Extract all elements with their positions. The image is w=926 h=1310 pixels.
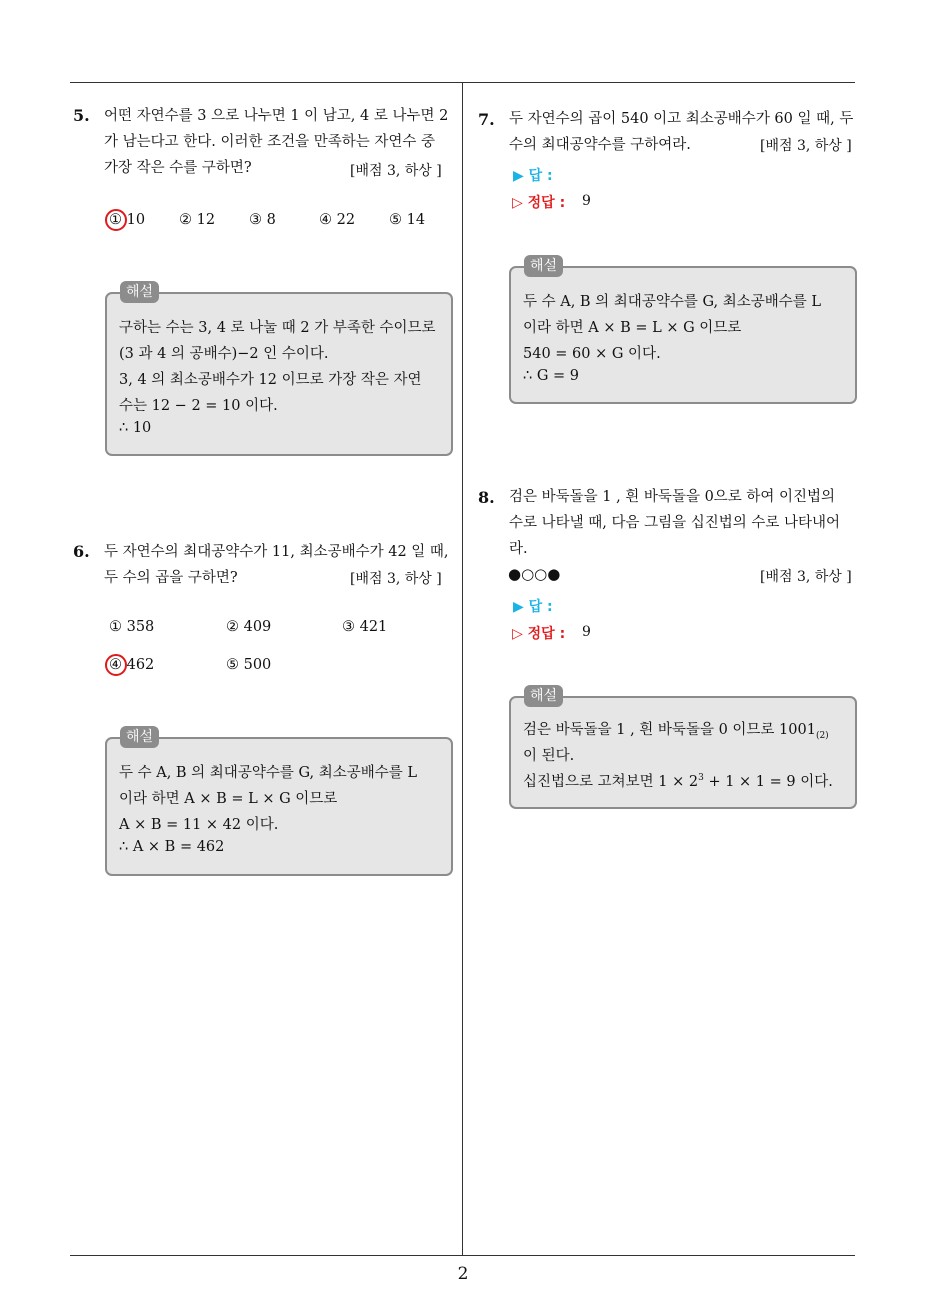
solution-box (509, 266, 857, 404)
question-line: 수로 나타낼 때, 다음 그림을 십진법의 수로 나타내어 (509, 515, 841, 531)
correct-answer-label: ▷ 정답 : (512, 626, 566, 642)
choice-3[interactable]: ③ 421 (342, 619, 388, 635)
correct-answer-label: ▷ 정답 : (512, 195, 566, 211)
bottom-rule (70, 1255, 855, 1256)
base-subscript: (2) (815, 730, 829, 741)
question-line: 두 자연수의 최대공약수가 11, 최소공배수가 42 일 때, (104, 544, 449, 560)
solution-line: ∴ 10 (119, 420, 152, 436)
solution-line (523, 718, 829, 741)
solution-line: (3 과 4 의 공배수)−2 인 수이다. (119, 346, 329, 362)
solution-line: 두 수 A, B 의 최대공약수를 G, 최소공배수를 L (119, 765, 418, 781)
question-number: 7. (478, 110, 495, 129)
question-line: 수의 최대공약수를 구하여라. (509, 137, 691, 153)
solution-box (105, 292, 453, 456)
question-number: 8. (478, 488, 495, 507)
question-line: 두 자연수의 곱이 540 이고 최소공배수가 60 일 때, 두 (509, 111, 854, 127)
question-number: 6. (73, 542, 90, 561)
selected-answer-circle (105, 654, 127, 676)
selected-answer-circle (105, 209, 127, 231)
answer-label: ▶ 답 : (513, 599, 553, 615)
solution-line: ∴ G = 9 (523, 368, 580, 384)
choice-2[interactable]: ② 12 (179, 212, 216, 228)
solution-line: 두 수 A, B 의 최대공약수를 G, 최소공배수를 L (523, 294, 822, 310)
solution-tag: 해설 (120, 281, 159, 303)
choice-4[interactable]: ④ 462 (109, 657, 155, 673)
column-divider (462, 82, 463, 1256)
score-meta: [배점 3, 하상 ] (760, 138, 852, 154)
solution-line: 3, 4 의 최소공배수가 12 이므로 가장 작은 자연 (119, 372, 422, 388)
question-line: 라. (509, 541, 528, 557)
solution-line: ∴ A × B = 462 (119, 839, 225, 855)
choice-5[interactable]: ⑤ 500 (226, 657, 272, 673)
choice-2[interactable]: ② 409 (226, 619, 272, 635)
question-line: 가 남는다고 한다. 이러한 조건을 만족하는 자연수 중 (104, 134, 436, 150)
solution-line: 이 된다. (523, 748, 575, 764)
solution-line: A × B = 11 × 42 이다. (119, 817, 279, 833)
solution-text: 십진법으로 고쳐보면 1 × 2 (523, 774, 699, 790)
choice-5[interactable]: ⑤ 14 (389, 212, 426, 228)
page-number: 2 (457, 1264, 469, 1284)
solution-tag: 해설 (524, 255, 563, 277)
answer-label: ▶ 답 : (513, 168, 553, 184)
score-meta: [배점 3, 하상 ] (760, 569, 852, 585)
correct-answer-value: 9 (582, 193, 591, 209)
question-text (509, 484, 840, 562)
exponent: 3 (698, 773, 704, 784)
solution-box (105, 737, 453, 876)
solution-text: + 1 × 1 = 9 이다. (703, 774, 833, 790)
score-meta: [배점 3, 하상 ] (350, 163, 442, 179)
question-line: 두 수의 곱을 구하면? (104, 570, 238, 586)
solution-line: 이라 하면 A × B = L × G 이므로 (119, 791, 338, 807)
choice-1[interactable]: ① 10 (109, 212, 146, 228)
solution-line: 구하는 수는 3, 4 로 나눌 때 2 가 부족한 수이므로 (119, 320, 436, 336)
choice-1[interactable]: ① 358 (109, 619, 155, 635)
solution-line: 수는 12 − 2 = 10 이다. (119, 398, 278, 414)
solution-line: 540 = 60 × G 이다. (523, 346, 661, 362)
baduk-stones: ●○○● (508, 565, 561, 583)
correct-answer-value: 9 (582, 624, 591, 640)
solution-line: 이라 하면 A × B = L × G 이므로 (523, 320, 742, 336)
question-line: 검은 바둑돌을 1 , 흰 바둑돌을 0으로 하여 이진법의 (509, 489, 836, 505)
solution-line (523, 770, 833, 791)
question-number: 5. (73, 106, 90, 125)
solution-tag: 해설 (524, 685, 563, 707)
choice-3[interactable]: ③ 8 (249, 212, 276, 228)
question-line: 가장 작은 수를 구하면? (104, 160, 252, 176)
score-meta: [배점 3, 하상 ] (350, 571, 442, 587)
solution-box (509, 696, 857, 809)
solution-text: 검은 바둑돌을 1 , 흰 바둑돌을 0 이므로 1001 (523, 722, 816, 738)
question-line: 어떤 자연수를 3 으로 나누면 1 이 남고, 4 로 나누면 2 (104, 108, 449, 124)
choice-4[interactable]: ④ 22 (319, 212, 356, 228)
solution-tag: 해설 (120, 726, 159, 748)
